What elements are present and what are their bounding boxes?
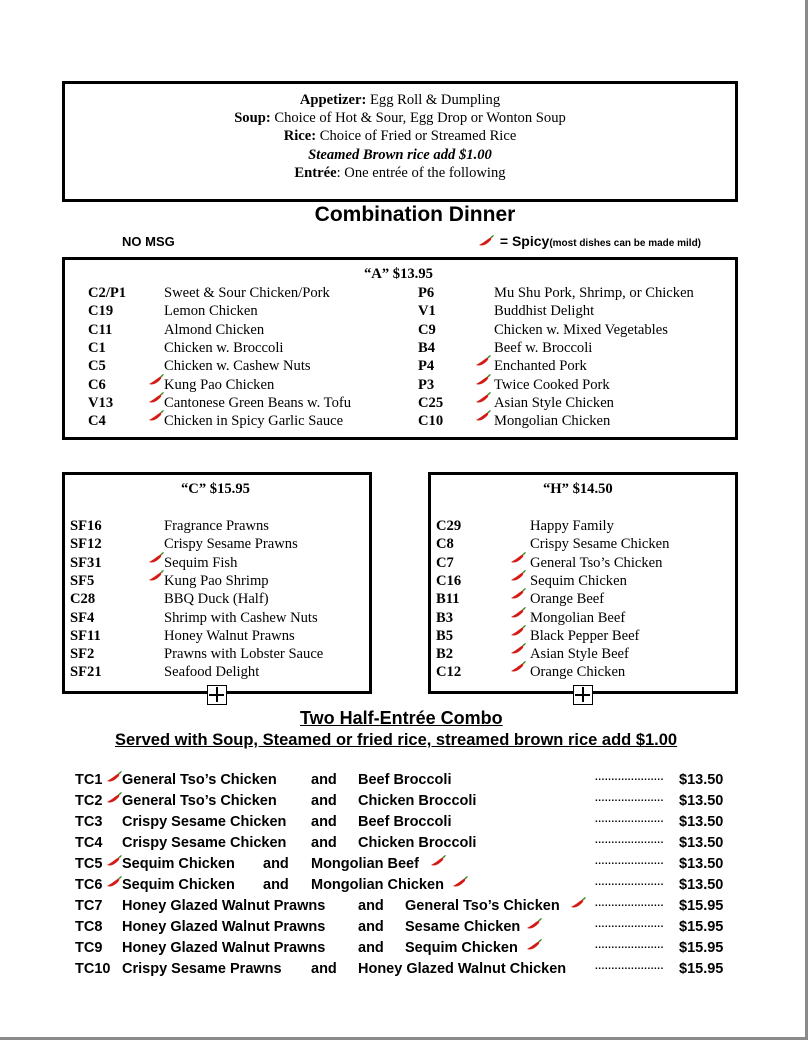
combo-price: $15.95 <box>679 919 724 935</box>
soup-label: Soup: <box>234 110 271 127</box>
chili-pepper-icon <box>508 586 528 600</box>
menu-item-code: C9 <box>418 321 436 338</box>
combo-price: $13.50 <box>679 814 724 830</box>
combo-first-dish: General Tso’s Chicken <box>122 772 277 788</box>
combo-price: $13.50 <box>679 772 724 788</box>
combo-leader: ..................... <box>595 772 664 783</box>
appetizer-text: Egg Roll & Dumpling <box>366 92 501 108</box>
soup-line <box>65 109 735 127</box>
menu-item-name: Buddhist Delight <box>494 303 595 320</box>
combo-first-dish: Honey Glazed Walnut Prawns <box>122 919 326 935</box>
combo-code: TC3 <box>75 814 103 830</box>
menu-item-name: Orange Beef <box>530 591 605 608</box>
spicy-legend-label: = Spicy <box>499 233 550 249</box>
rice-text: Choice of Fried or Streamed Rice <box>316 128 517 145</box>
chili-pepper-icon <box>146 408 166 422</box>
menu-item-name: Cantonese Green Beans w. Tofu <box>164 394 352 411</box>
chili-pepper-icon <box>428 853 448 867</box>
combo-and: and <box>358 898 384 914</box>
soup-text: Choice of Hot & Sour, Egg Drop or Wonton Soup <box>270 110 566 127</box>
menu-item-name: Happy Family <box>530 518 614 534</box>
combo-first-dish: Honey Glazed Walnut Prawns <box>122 940 326 956</box>
chili-pepper-icon <box>508 641 528 655</box>
menu-item-code: C5 <box>88 358 106 375</box>
menu-item-code: P6 <box>418 285 435 301</box>
combo-second-dish: Honey Glazed Walnut Chicken <box>358 961 567 977</box>
menu-item-name: Chicken w. Mixed Vegetables <box>494 321 668 338</box>
chili-pepper-icon <box>473 353 493 367</box>
combo-and: and <box>311 835 337 851</box>
menu-item-code: C7 <box>436 554 454 571</box>
menu-item-code: C4 <box>88 413 106 430</box>
chili-pepper-icon <box>104 853 124 867</box>
menu-item-name: Lemon Chicken <box>164 303 258 320</box>
expand-plus-icon[interactable] <box>573 685 593 705</box>
menu-item-name: Kung Pao Shrimp <box>164 572 269 589</box>
menu-h-header: “H” $14.50 <box>543 481 613 497</box>
menu-item-code: C19 <box>88 303 114 320</box>
combo-and: and <box>358 940 384 956</box>
combo-first-dish: Crispy Sesame Chicken <box>122 814 287 830</box>
chili-pepper-icon <box>104 874 124 888</box>
menu-item-name: General Tso’s Chicken <box>530 554 663 571</box>
menu-item-name: Black Pepper Beef <box>530 627 640 644</box>
chili-pepper-icon <box>476 234 496 248</box>
menu-item-name: Mongolian Chicken <box>494 413 611 430</box>
menu-item-code: C2/P1 <box>88 285 127 301</box>
appetizer-label: Appetizer: <box>299 92 367 108</box>
menu-item-name: Prawns with Lobster Sauce <box>164 646 324 663</box>
menu-item-code: C11 <box>88 321 113 338</box>
menu-item-name: Twice Cooked Pork <box>494 376 610 393</box>
combo-second-dish: Sequim Chicken <box>405 940 518 956</box>
combo-code: TC7 <box>75 898 103 914</box>
combo-second-dish: Mongolian Beef <box>311 856 419 872</box>
menu-item-code: P3 <box>418 376 435 393</box>
menu-item-name: BBQ Duck (Half) <box>164 591 269 608</box>
menu-item-name: Crispy Sesame Prawns <box>164 536 298 553</box>
menu-item-name: Beef w. Broccoli <box>494 339 593 356</box>
menu-item-code: C6 <box>88 376 106 393</box>
menu-item-name: Asian Style Beef <box>530 646 629 663</box>
menu-item-name: Chicken w. Broccoli <box>164 339 284 356</box>
combo-leader: ..................... <box>595 877 664 888</box>
combo-first-dish: Crispy Sesame Chicken <box>122 835 287 851</box>
combo-title: Two Half-Entrée Combo <box>300 708 503 728</box>
menu-item-code: SF12 <box>70 536 102 553</box>
rice-line <box>65 127 735 145</box>
combo-leader: ..................... <box>595 961 664 972</box>
entree-line <box>65 164 735 182</box>
combo-first-dish: Sequim Chicken <box>122 856 235 872</box>
combo-code: TC4 <box>75 835 103 851</box>
chili-pepper-icon <box>473 408 493 422</box>
combo-second-dish: Chicken Broccoli <box>358 835 477 851</box>
menu-item-code: SF4 <box>70 609 95 626</box>
combo-leader: ..................... <box>595 835 664 846</box>
chili-pepper-icon <box>473 390 493 404</box>
combo-code: TC6 <box>75 877 103 893</box>
entree-text: : One entrée of the following <box>336 164 506 181</box>
menu-item-code: C28 <box>70 591 96 608</box>
menu-item-code: SF5 <box>70 572 95 589</box>
menu-item-name: Sequim Fish <box>164 554 238 571</box>
combo-first-dish: General Tso’s Chicken <box>122 793 277 809</box>
chili-pepper-icon <box>146 372 166 386</box>
menu-item-code: SF2 <box>70 646 95 663</box>
menu-item-code: B3 <box>436 609 454 626</box>
menu-item-name: Honey Walnut Prawns <box>164 627 295 644</box>
page-title: Combination Dinner <box>314 203 516 226</box>
chili-pepper-icon <box>524 937 544 951</box>
menu-item-code: C8 <box>436 536 454 553</box>
spicy-legend-note: (most dishes can be made mild) <box>549 238 702 249</box>
combo-price: $15.95 <box>679 940 724 956</box>
entree-label: Entrée <box>294 164 337 181</box>
expand-plus-icon[interactable] <box>207 685 227 705</box>
menu-c-header: “C” $15.95 <box>181 481 250 497</box>
combo-leader: ..................... <box>595 856 664 867</box>
menu-item-name: Almond Chicken <box>164 321 265 338</box>
combo-second-dish: Chicken Broccoli <box>358 793 477 809</box>
menu-item-code: SF21 <box>70 664 102 681</box>
chili-pepper-icon <box>508 623 528 637</box>
chili-pepper-icon <box>524 916 544 930</box>
combo-and: and <box>263 856 289 872</box>
menu-item-code: C12 <box>436 664 462 681</box>
combo-leader: ..................... <box>595 919 664 930</box>
menu-item-code: B4 <box>418 339 436 356</box>
combo-and: and <box>358 919 384 935</box>
combo-and: and <box>311 961 337 977</box>
chili-pepper-icon <box>146 568 166 582</box>
spicy-legend <box>476 233 701 249</box>
menu-item-code: C16 <box>436 572 462 589</box>
combo-second-dish: Sesame Chicken <box>405 919 521 935</box>
menu-item-code: SF16 <box>70 518 102 534</box>
menu-item-code: B5 <box>436 627 454 644</box>
menu-item-name: Mongolian Beef <box>530 609 626 626</box>
menu-item-code: C10 <box>418 413 444 430</box>
menu-item-name: Kung Pao Chicken <box>164 376 275 393</box>
menu-item-code: C29 <box>436 518 462 534</box>
combo-code: TC9 <box>75 940 103 956</box>
menu-item-name: Chicken w. Cashew Nuts <box>164 358 311 375</box>
menu-item-name: Seafood Delight <box>164 664 260 681</box>
menu-item-name: Chicken in Spicy Garlic Sauce <box>164 413 344 430</box>
combo-code: TC2 <box>75 793 103 809</box>
combo-code: TC8 <box>75 919 103 935</box>
menu-item-name: Fragrance Prawns <box>164 518 269 534</box>
combo-code: TC10 <box>75 961 111 977</box>
menu-a-header: “A” $13.95 <box>364 266 433 282</box>
combo-first-dish: Crispy Sesame Prawns <box>122 961 282 977</box>
chili-pepper-icon <box>508 659 528 673</box>
combo-subtitle: Served with Soup, Steamed or fried rice, streamed brown rice add $1.00 <box>115 731 678 749</box>
menu-item-code: V13 <box>88 394 114 411</box>
menu-item-code: B2 <box>436 646 454 663</box>
chili-pepper-icon <box>146 550 166 564</box>
chili-pepper-icon <box>473 372 493 386</box>
menu-item-name: Shrimp with Cashew Nuts <box>164 609 318 626</box>
chili-pepper-icon <box>568 895 588 909</box>
combo-price: $13.50 <box>679 835 724 851</box>
combo-leader: ..................... <box>595 898 664 909</box>
no-msg-label: NO MSG <box>122 234 175 249</box>
combo-price: $15.95 <box>679 898 724 914</box>
combo-first-dish: Honey Glazed Walnut Prawns <box>122 898 326 914</box>
combo-price: $13.50 <box>679 856 724 872</box>
menu-item-name: Crispy Sesame Chicken <box>530 536 670 553</box>
chili-pepper-icon <box>104 769 124 783</box>
combo-leader: ..................... <box>595 940 664 951</box>
combo-and: and <box>263 877 289 893</box>
combo-price: $15.95 <box>679 961 724 977</box>
menu-item-code: SF31 <box>70 554 102 571</box>
chili-pepper-icon <box>450 874 470 888</box>
chili-pepper-icon <box>508 605 528 619</box>
menu-item-name: Mu Shu Pork, Shrimp, or Chicken <box>494 285 694 301</box>
combo-price: $13.50 <box>679 793 724 809</box>
chili-pepper-icon <box>104 790 124 804</box>
combo-and: and <box>311 793 337 809</box>
chili-pepper-icon <box>508 550 528 564</box>
menu-item-name: Asian Style Chicken <box>494 394 614 411</box>
combo-second-dish: Beef Broccoli <box>358 772 452 788</box>
menu-item-code: V1 <box>418 303 436 320</box>
menu-item-name: Enchanted Pork <box>494 358 587 375</box>
menu-item-code: P4 <box>418 358 435 375</box>
combo-leader: ..................... <box>595 814 664 825</box>
combo-and: and <box>311 772 337 788</box>
menu-item-name: Sequim Chicken <box>530 572 627 589</box>
combo-price: $13.50 <box>679 877 724 893</box>
chili-pepper-icon <box>508 568 528 582</box>
combo-second-dish: Mongolian Chicken <box>311 877 444 893</box>
combo-first-dish: Sequim Chicken <box>122 877 235 893</box>
combo-and: and <box>311 814 337 830</box>
menu-item-code: C25 <box>418 394 444 411</box>
appetizer-line <box>65 91 735 109</box>
brown-rice-note: Steamed Brown rice add $1.00 <box>308 146 492 163</box>
rice-label: Rice: <box>283 128 317 145</box>
menu-item-code: SF11 <box>70 627 101 644</box>
chili-pepper-icon <box>146 390 166 404</box>
combo-second-dish: Beef Broccoli <box>358 814 452 830</box>
combo-leader: ..................... <box>595 793 664 804</box>
combo-code: TC5 <box>75 856 103 872</box>
menu-item-code: B11 <box>436 591 460 608</box>
menu-item-code: C1 <box>88 339 106 356</box>
combo-code: TC1 <box>75 772 103 788</box>
menu-item-name: Sweet & Sour Chicken/Pork <box>164 285 330 301</box>
menu-item-name: Orange Chicken <box>530 664 626 681</box>
combo-second-dish: General Tso’s Chicken <box>405 898 560 914</box>
meal-includes-box <box>62 81 738 202</box>
